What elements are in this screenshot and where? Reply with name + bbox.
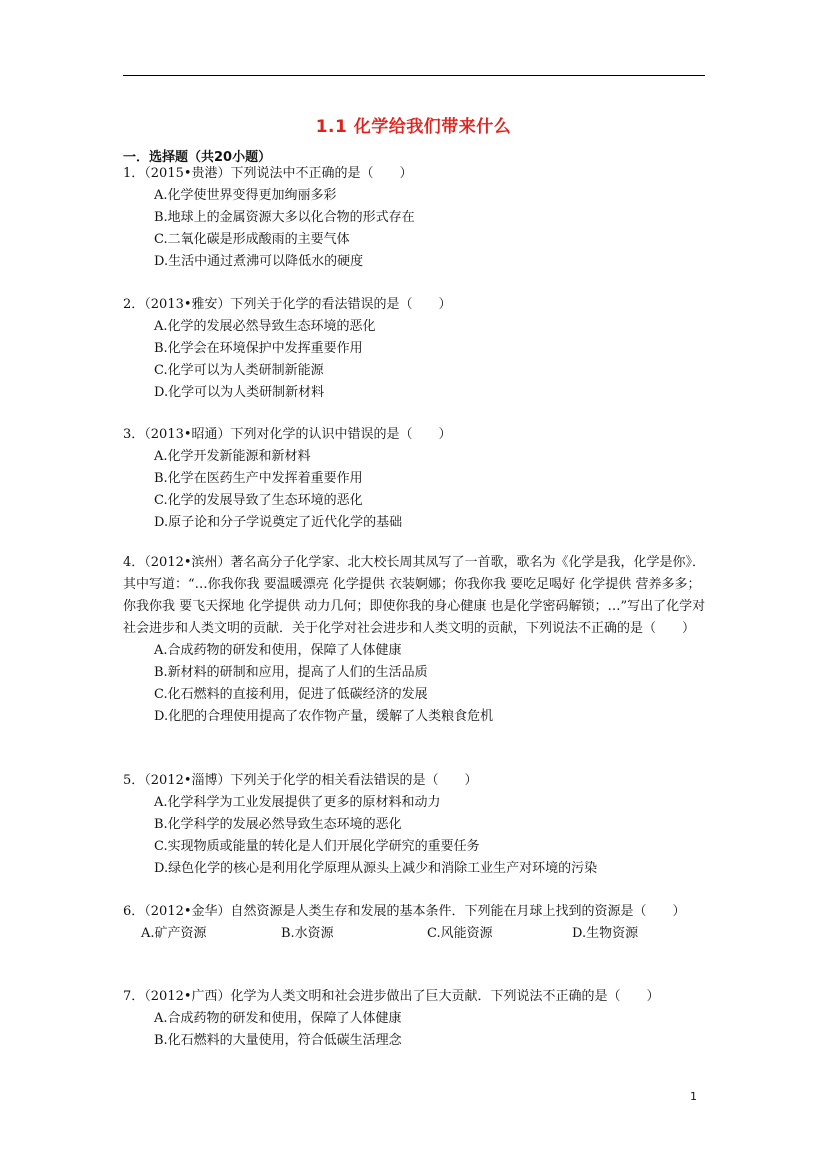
option-b: B.化学在医药生产中发挥着重要作用 xyxy=(154,471,363,486)
question-5 xyxy=(123,770,713,880)
option-b: B.化学会在环境保护中发挥重要作用 xyxy=(154,341,363,356)
question-7 xyxy=(123,986,713,1052)
option-c: C.化学可以为人类研制新能源 xyxy=(154,363,324,378)
option-b: B.化石燃料的大量使用，符合低碳生活理念 xyxy=(154,1033,402,1048)
option-d: D.原子论和分子学说奠定了近代化学的基础 xyxy=(154,515,403,530)
option-d: D.绿色化学的核心是利用化学原理从源头上减少和消除工业生产对环境的污染 xyxy=(154,861,598,876)
page-number: 1 xyxy=(690,1090,697,1103)
question-stem: 4．（2012•滨州）著名高分子化学家、北大校长周其凤写了一首歌，歌名为《化学是我，化学是你》．其中写道：“…你我你我 要温暖漂亮 化学提供 衣装婀娜；你我你我 要吃足喝好 化学提供 营养多多；你我你我 要飞天探地 化学提供 动力几何；即使你我的身心健康 也是化学密码解锁；…”写出了化学对社会进步和人类文明的贡献．关于化学对社会进步和人类文明的贡献，下列说法不正确的是（ ） xyxy=(123,555,706,636)
option-d: D.化学可以为人类研制新材料 xyxy=(154,385,325,400)
option-a: A.矿产资源 xyxy=(141,926,207,941)
header-rule xyxy=(123,75,705,76)
question-stem: 6．（2012•金华）自然资源是人类生存和发展的基本条件．下列能在月球上找到的资源是（ ） xyxy=(123,904,686,919)
option-c: C.化石燃料的直接利用，促进了低碳经济的发展 xyxy=(154,687,428,702)
option-d: D.化肥的合理使用提高了农作物产量，缓解了人类粮食危机 xyxy=(154,709,494,724)
question-4 xyxy=(123,552,713,728)
option-d: D.生物资源 xyxy=(572,926,639,941)
option-b: B.地球上的金属资源大多以化合物的形式存在 xyxy=(154,210,415,225)
question-1 xyxy=(123,163,713,273)
option-c: C.化学的发展导致了生态环境的恶化 xyxy=(154,493,363,508)
option-c: C.实现物质或能量的转化是人们开展化学研究的重要任务 xyxy=(154,839,480,854)
option-d: D.生活中通过煮沸可以降低水的硬度 xyxy=(154,254,364,269)
option-c: C.二氧化碳是形成酸雨的主要气体 xyxy=(154,232,350,247)
options-row xyxy=(123,923,713,945)
question-6 xyxy=(123,901,713,945)
question-stem: 3．（2013•昭通）下列对化学的认识中错误的是（ ） xyxy=(123,427,452,442)
option-a: A.化学科学为工业发展提供了更多的原材料和动力 xyxy=(154,795,441,810)
option-a: A.化学的发展必然导致生态环境的恶化 xyxy=(154,319,376,334)
option-a: A.化学开发新能源和新材料 xyxy=(154,449,311,464)
section-heading: 一．选择题（共20小题） xyxy=(123,150,272,165)
question-stem: 1．（2015•贵港）下列说法中不正确的是（ ） xyxy=(123,166,413,181)
option-b: B.新材料的研制和应用，提高了人们的生活品质 xyxy=(154,665,428,680)
option-c: C.风能资源 xyxy=(427,926,493,941)
option-a: A.合成药物的研发和使用，保障了人体健康 xyxy=(154,643,402,658)
option-a: A.合成药物的研发和使用，保障了人体健康 xyxy=(154,1011,402,1026)
question-2 xyxy=(123,294,713,404)
option-b: B.水资源 xyxy=(281,926,334,941)
page-title: 1.1 化学给我们带来什么 xyxy=(315,117,512,137)
question-stem: 5．（2012•淄博）下列关于化学的相关看法错误的是（ ） xyxy=(123,773,478,788)
question-stem: 2．（2013•雅安）下列关于化学的看法错误的是（ ） xyxy=(123,297,452,312)
question-3 xyxy=(123,424,713,534)
option-b: B.化学科学的发展必然导致生态环境的恶化 xyxy=(154,817,402,832)
option-a: A.化学使世界变得更加绚丽多彩 xyxy=(154,188,337,203)
question-stem: 7．（2012•广西）化学为人类文明和社会进步做出了巨大贡献．下列说法不正确的是（ ） xyxy=(123,989,660,1004)
